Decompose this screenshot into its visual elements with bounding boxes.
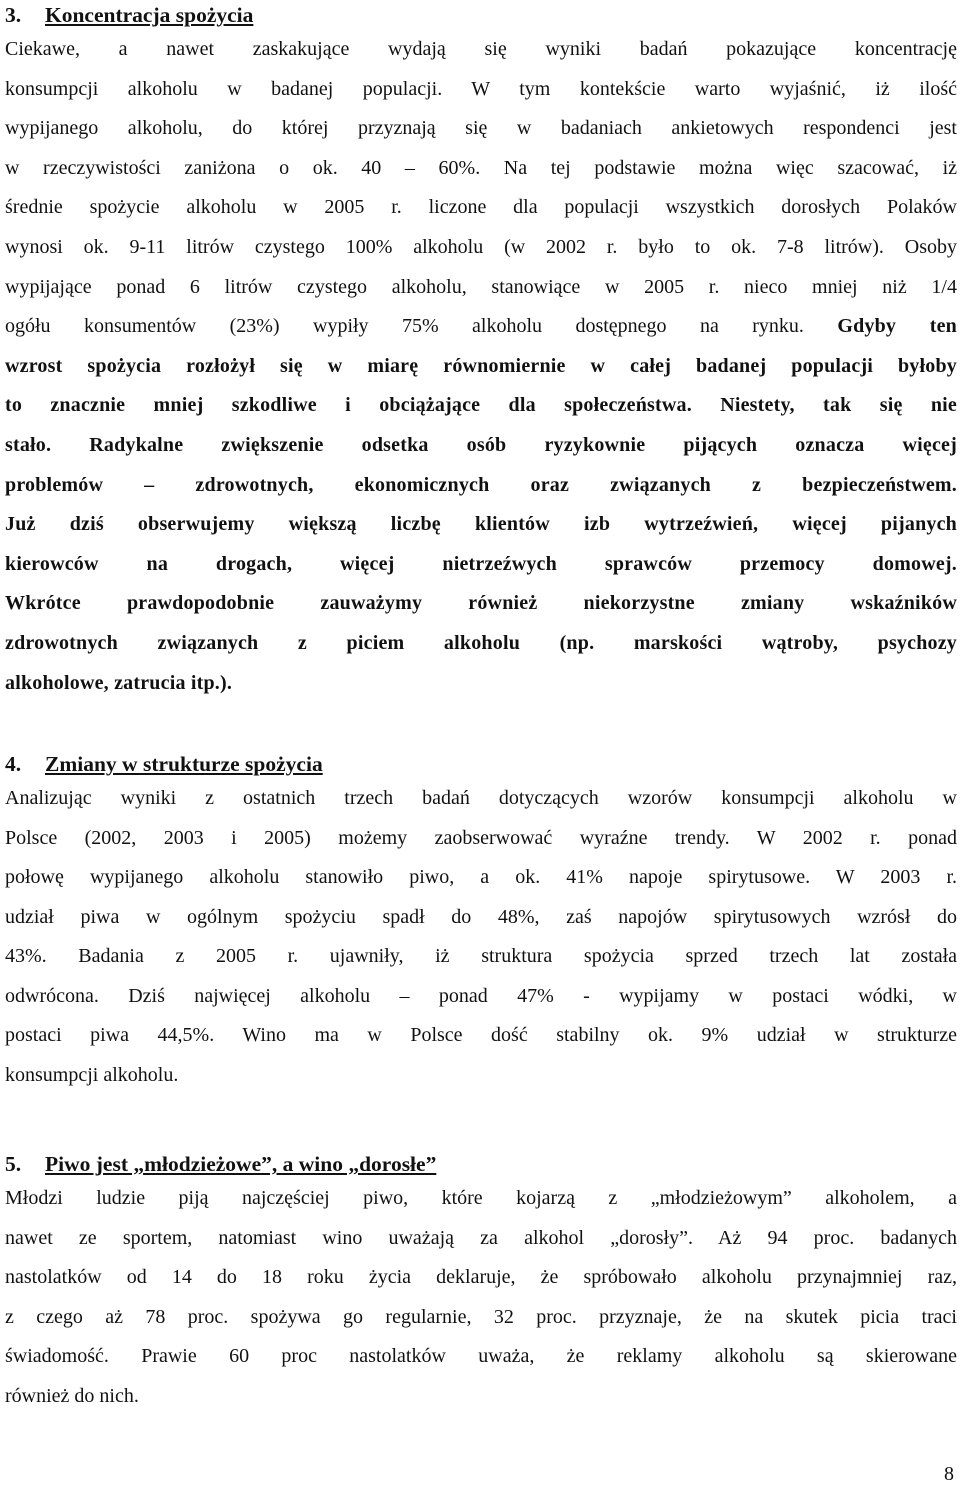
text-line — [5, 858, 957, 898]
text-line — [5, 664, 957, 704]
text-line — [5, 109, 957, 149]
section-body — [5, 779, 957, 1095]
text-line — [5, 268, 957, 308]
text-run: ogółu konsumentów (23%) wypiły 75% alkoholu dostępnego na rynku. — [5, 315, 838, 338]
bold-text-run: alkoholowe, zatrucia itp.). — [5, 671, 233, 694]
text-line — [5, 624, 957, 664]
text-line — [5, 584, 957, 624]
section-body — [5, 1179, 957, 1416]
text-run: świadomość. Prawie 60 proc nastolatków uważa, że reklamy alkoholu są skierowane — [5, 1345, 957, 1367]
section-heading — [5, 1150, 957, 1179]
text-run: Młodzi ludzie piją najczęściej piwo, które kojarzą z „młodzieżowym” alkoholem, a — [5, 1187, 957, 1209]
bold-text-run: Gdyby ten — [837, 315, 957, 338]
text-line — [5, 779, 957, 819]
text-line — [5, 70, 957, 110]
section-number: 5. — [5, 1152, 22, 1176]
section-3 — [5, 1, 957, 703]
bold-text-run: problemów – zdrowotnych, ekonomicznych oraz związanych z bezpieczeństwem. — [5, 473, 957, 496]
text-run: w rzeczywistości zaniżona o ok. 40 – 60%. Na tej podstawie można więc szacować, iż — [5, 156, 957, 179]
section-heading — [5, 1, 957, 30]
text-line — [5, 1016, 957, 1056]
text-run: średnie spożycie alkoholu w 2005 r. liczone dla populacji wszystkich dorosłych Polaków — [5, 196, 957, 219]
bold-text-run: stało. Radykalne zwiększenie odsetka osób ryzykownie pijących oznacza więcej — [5, 433, 957, 456]
text-line — [5, 1298, 957, 1338]
text-line — [5, 545, 957, 585]
text-line — [5, 937, 957, 977]
text-run: z czego aż 78 proc. spożywa go regularnie, 32 proc. przyznaje, że na skutek picia traci — [5, 1305, 957, 1328]
text-line — [5, 347, 957, 387]
bold-text-run: zdrowotnych związanych z piciem alkoholu (np. marskości wątroby, psychozy — [5, 631, 957, 654]
text-run: wypijające ponad 6 litrów czystego alkoholu, stanowiące w 2005 r. nieco mniej niż 1/4 — [5, 275, 957, 298]
section-title: Piwo jest „młodzieżowe”, a wino „dorosłe” — [45, 1152, 437, 1176]
text-line — [5, 1056, 957, 1096]
text-line — [5, 819, 957, 859]
text-line — [5, 386, 957, 426]
text-run: Ciekawe, a nawet zaskakujące wydają się wyniki badań pokazujące koncentrację — [5, 38, 957, 60]
bold-text-run: kierowców na drogach, więcej nietrzeźwych sprawców przemocy domowej. — [5, 552, 957, 575]
section-title: Koncentracja spożycia — [45, 3, 254, 27]
section-heading — [5, 750, 957, 779]
text-run: Analizując wyniki z ostatnich trzech badań dotyczących wzorów konsumpcji alkoholu w — [5, 787, 957, 809]
text-line — [5, 307, 957, 347]
text-run: odwrócona. Dziś najwięcej alkoholu – ponad 47% - wypijamy w postaci wódki, w — [5, 984, 957, 1007]
text-line — [5, 149, 957, 189]
text-line — [5, 30, 957, 70]
bold-text-run: Już dziś obserwujemy większą liczbę klientów izb wytrzeźwień, więcej pijanych — [5, 513, 957, 536]
text-line — [5, 1258, 957, 1298]
text-run: postaci piwa 44,5%. Wino ma w Polsce dość stabilny ok. 9% udział w strukturze — [5, 1024, 957, 1046]
text-line — [5, 977, 957, 1017]
text-line — [5, 1337, 957, 1377]
text-line — [5, 1377, 957, 1417]
text-line — [5, 1219, 957, 1259]
bold-text-run: to znacznie mniej szkodliwe i obciążające dla społeczeństwa. Niestety, tak się nie — [5, 394, 957, 417]
text-line — [5, 898, 957, 938]
section-title: Zmiany w strukturze spożycia — [45, 752, 323, 776]
section-number: 4. — [5, 752, 22, 776]
text-run: nawet ze sportem, natomiast wino uważają za alkohol „dorosły”. Aż 94 proc. badanych — [5, 1226, 957, 1249]
text-run: konsumpcji alkoholu w badanej populacji. W tym kontekście warto wyjaśnić, iż ilość — [5, 77, 957, 100]
text-run: wypijanego alkoholu, do której przyznają się w badaniach ankietowych respondenci jest — [5, 117, 957, 140]
bold-text-run: Wkrótce prawdopodobnie zauważymy również niekorzystne zmiany wskaźników — [5, 592, 957, 615]
section-4 — [5, 750, 957, 1095]
text-run: również do nich. — [5, 1384, 139, 1407]
text-run: wynosi ok. 9-11 litrów czystego 100% alkoholu (w 2002 r. było to ok. 7-8 litrów). Osoby — [5, 235, 957, 258]
text-run: połowę wypijanego alkoholu stanowiło piwo, a ok. 41% napoje spirytusowe. W 2003 r. — [5, 866, 957, 888]
text-line — [5, 466, 957, 506]
text-run: konsumpcji alkoholu. — [5, 1063, 179, 1086]
text-line — [5, 228, 957, 268]
text-line — [5, 505, 957, 545]
text-run: udział piwa w ogólnym spożyciu spadł do 48%, zaś napojów spirytusowych wzrósł do — [5, 905, 957, 928]
text-line — [5, 188, 957, 228]
text-line — [5, 426, 957, 466]
text-run: nastolatków od 14 do 18 roku życia deklaruje, że spróbowało alkoholu przynajmniej raz, — [5, 1266, 957, 1288]
page-number: 8 — [944, 1463, 954, 1485]
bold-text-run: wzrost spożycia rozłożył się w miarę równomiernie w całej badanej populacji byłoby — [5, 354, 957, 377]
text-run: 43%. Badania z 2005 r. ujawniły, iż struktura spożycia sprzed trzech lat została — [5, 945, 957, 967]
text-run: Polsce (2002, 2003 i 2005) możemy zaobserwować wyraźne trendy. W 2002 r. ponad — [5, 826, 957, 849]
section-5 — [5, 1150, 957, 1416]
text-line — [5, 1179, 957, 1219]
section-number: 3. — [5, 3, 22, 27]
section-body — [5, 30, 957, 703]
